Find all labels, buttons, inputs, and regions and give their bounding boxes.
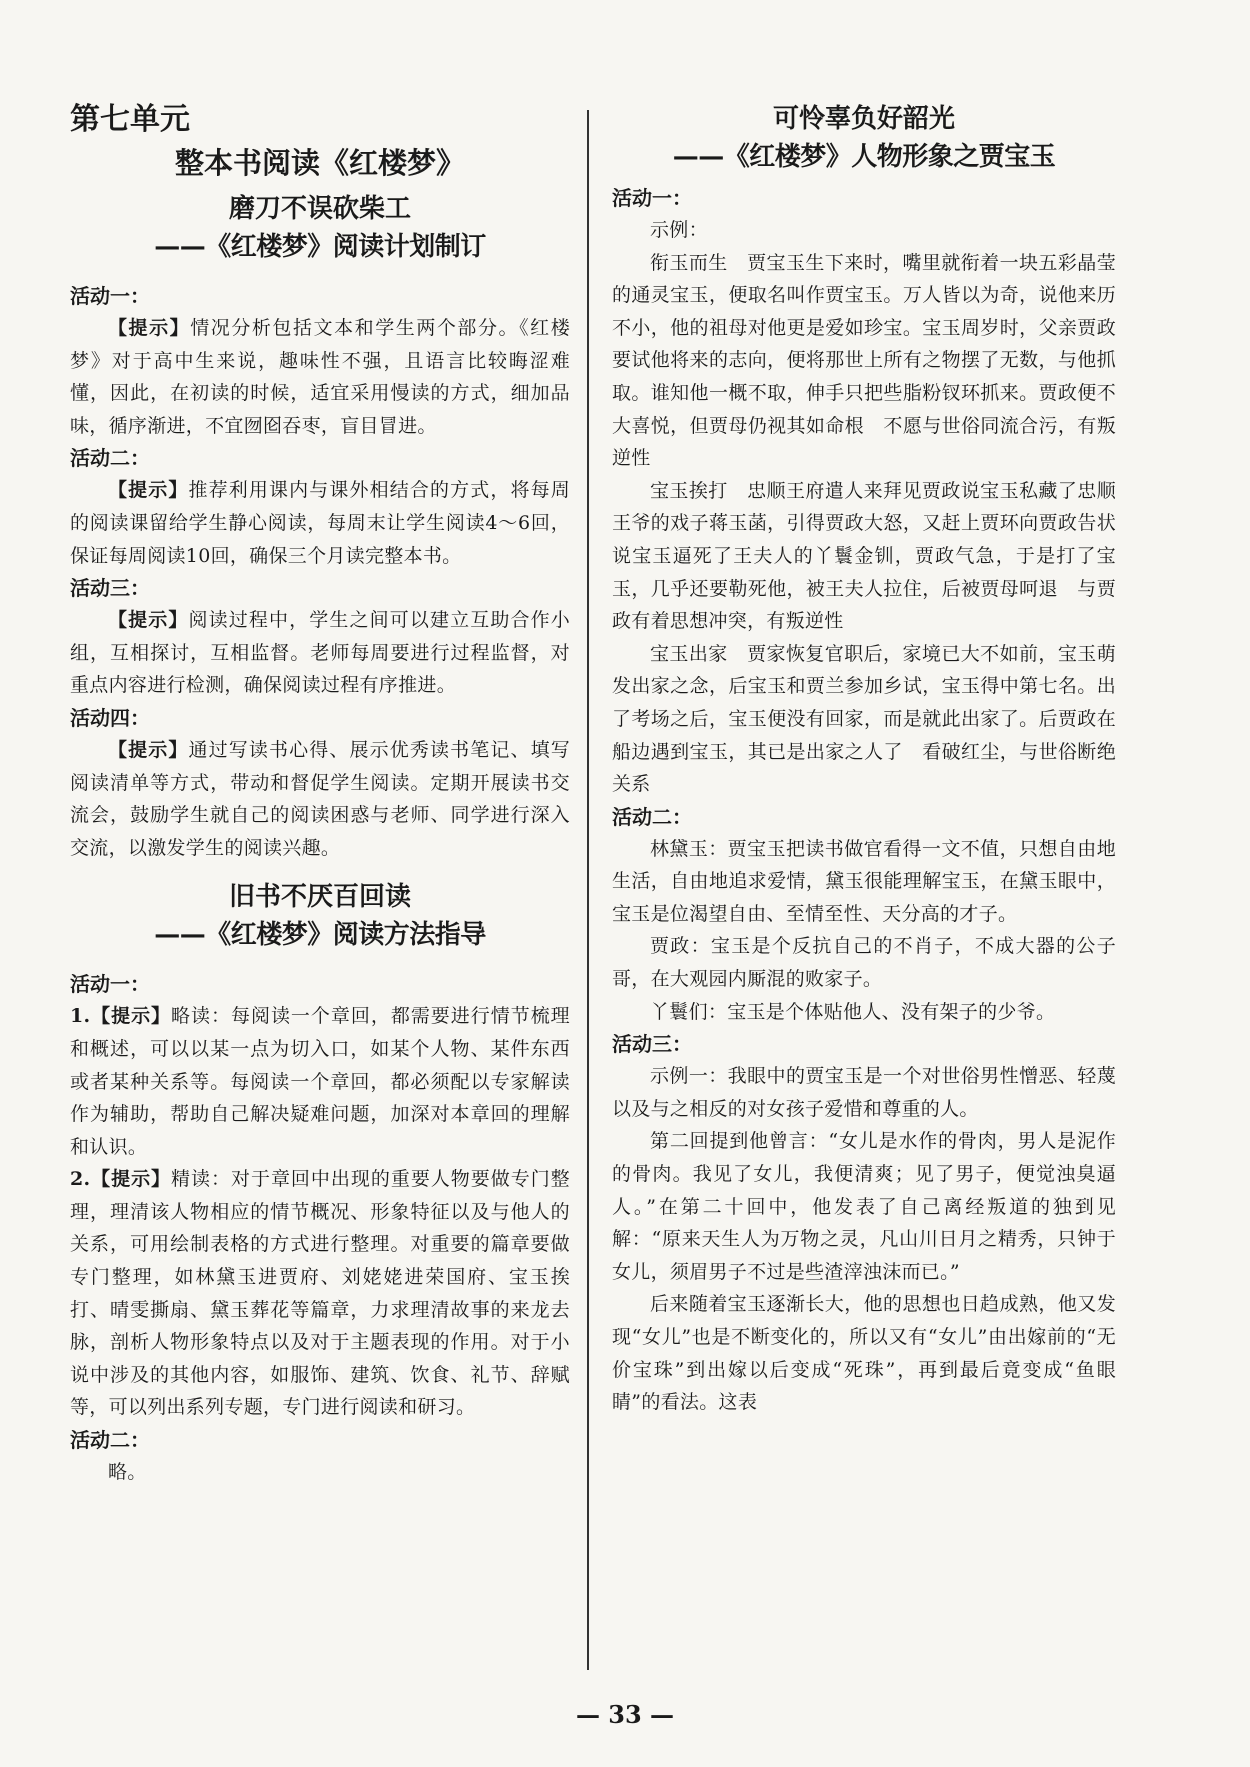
s2-item2: 2.【提示】精读：对于章回中出现的重要人物要做专门整理，理清该人物相应的情节概况、形象特征以及与他人的关系，可用绘制表格的方式进行整理。对重要的篇章要做专门整理，如林黛玉进贾府、刘姥姥进荣国府、宝玉挨打、晴雯撕扇、黛玉葬花等篇章，力求理清故事的来龙去脉，剖析人物形象特点以及对于主题表现的作用。对于小说中涉及的其他内容，如服饰、建筑、饮食、礼节、辞赋等，可以列出系列专题，专门进行阅读和研习。 [70, 1168, 570, 1419]
s3-p3: 宝玉出家 贾家恢复官职后，家境已大不如前，宝玉萌发出家之念，后宝玉和贾兰参加乡试，宝玉得中第七名。出了考场之后，宝玉便没有回家，而是就此出家了。后贾政在船边遇到宝玉，其已是出家之人了 看破红尘，与世俗断绝关系 [612, 642, 1116, 796]
s1-activity4-text: 【提示】通过写读书心得、展示优秀读书笔记、填写阅读清单等方式，带动和督促学生阅读。定期开展读书交流会，鼓励学生就自己的阅读困惑与老师、同学进行深入交流，以激发学生的阅读兴趣。 [70, 738, 571, 859]
s1-activity2-label: 活动二： [70, 446, 150, 471]
hint-tag: 【提示】 [108, 479, 189, 502]
s3-p6: 丫鬟们：宝玉是个体贴他人、没有架子的少爷。 [650, 1000, 1056, 1023]
page-number: — 33 — [575, 1700, 675, 1729]
s3-activity2-label: 活动二： [612, 804, 692, 829]
s3-p4: 林黛玉：贾宝玉把读书做官看得一文不值，只想自由地生活，自由地追求爱情，黛玉很能理解宝玉，在黛玉眼中，宝玉是位渴望自由、至情至性、天分高的才子。 [612, 837, 1116, 925]
hint-tag: 【提示】 [90, 1168, 172, 1191]
example-label: 示例： [650, 219, 708, 241]
s3-p8: 第二回提到他曾言：“女儿是水作的骨肉，男人是泥作的骨肉。我见了女儿，我便清爽；见了男子，便觉浊臭逼人。”在第二十回中，他发表了自己离经叛道的独到见解：“原来天生人为万物之灵，凡山川日月之精秀，只钟于女儿，须眉男子不过是些渣滓浊沫而已。” [612, 1130, 1116, 1283]
unit-title: 第七单元 [70, 102, 190, 137]
s3-activity3-label: 活动三： [612, 1032, 692, 1057]
right-column [612, 100, 1116, 1419]
s3-p2: 宝玉挨打 忠顺王府遣人来拜见贾政说宝玉私藏了忠顺王爷的戏子蒋玉菡，引得贾政大怒，又赶上贾环向贾政告状说宝玉逼死了王夫人的丫鬟金钏，贾政气急，于是打了宝玉，几乎还要勒死他，被王夫人拉住，后被贾母呵退 与贾政有着思想冲突，有叛逆性 [612, 479, 1116, 633]
s3-activity1-label: 活动一： [612, 186, 692, 210]
s2-activity2-text: 略。 [108, 1461, 147, 1484]
hint-tag: 【提示】 [108, 317, 191, 339]
book-title: 整本书阅读《红楼梦》 [174, 146, 465, 180]
s1-activity1-text: 【提示】情况分析包括文本和学生两个部分。《红楼梦》对于高中生来说，趣味性不强，且语言比较晦涩难懂，因此，在初读的时候，适宜采用慢读的方式，细加品味，循序渐进，不宜囫囵吞枣，盲目冒进。 [70, 317, 570, 437]
s1-activity4-label: 活动四： [70, 705, 150, 730]
s3-p9: 后来随着宝玉逐渐长大，他的思想也日趋成熟，他又发现“女儿”也是不断变化的，所以又有“女儿”由出嫁前的“无价宝珠”到出嫁以后变成“死珠”，再到最后竟变成“鱼眼睛”的看法。这表 [612, 1293, 1116, 1414]
section2-title: 旧书不厌百回读 [228, 882, 411, 913]
s3-p1: 衔玉而生 贾宝玉生下来时，嘴里就衔着一块五彩晶莹的通灵宝玉，便取名叫作贾宝玉。万人皆以为奇，说他来历不小，他的祖母对他更是爱如珍宝。宝玉周岁时，父亲贾政要试他将来的志向，便将那世上所有之物摆了无数，与他抓取。谁知他一概不取，伸手只把些脂粉钗环抓来。贾政便不大喜悦，但贾母仍视其如命根 不愿与世俗同流合污，有叛逆性 [612, 251, 1116, 470]
section1-subtitle: ——《红楼梦》阅读计划制订 [154, 232, 486, 262]
s2-activity2-label: 活动二： [70, 1428, 150, 1453]
s3-p7: 示例一：我眼中的贾宝玉是一个对世俗男性憎恶、轻蔑以及与之相反的对女孩子爱惜和尊重的人。 [612, 1065, 1116, 1120]
s3-p5: 贾政：宝玉是个反抗自己的不肖子，不成大器的公子哥，在大观园内厮混的败家子。 [612, 935, 1116, 991]
s1-activity3-label: 活动三： [70, 576, 150, 601]
section1-title: 磨刀不误砍柴工 [228, 194, 411, 224]
section3-title: 可怜辜负好韶光 [772, 104, 955, 134]
hint-tag: 【提示】 [108, 609, 189, 632]
left-column [70, 100, 570, 1489]
section2-subtitle: ——《红楼梦》阅读方法指导 [154, 920, 486, 951]
section3-subtitle: ——《红楼梦》人物形象之贾宝玉 [672, 142, 1056, 172]
s2-item1: 1.【提示】略读：每阅读一个章回，都需要进行情节梳理和概述，可以以某一点为切入口，如某个人物、某件东西或者某种关系等。每阅读一个章回，都必须配以专家解读作为辅助，帮助自己解决疑难问题，加深对本章回的理解和认识。 [70, 1005, 570, 1158]
s1-activity2-text: 【提示】推荐利用课内与课外相结合的方式，将每周的阅读课留给学生静心阅读，每周末让学生阅读4～6回，保证每周阅读10回，确保三个月读完整本书。 [70, 479, 571, 567]
column-divider [587, 110, 589, 1670]
hint-tag: 【提示】 [108, 738, 189, 761]
s2-activity1-label: 活动一： [70, 972, 150, 997]
s1-activity3-text: 【提示】阅读过程中，学生之间可以建立互助合作小组，互相探讨，互相监督。老师每周要进行过程监督，对重点内容进行检测，确保阅读过程有序推进。 [70, 609, 571, 697]
s1-activity1-label: 活动一： [70, 284, 150, 308]
hint-tag: 【提示】 [90, 1005, 172, 1028]
